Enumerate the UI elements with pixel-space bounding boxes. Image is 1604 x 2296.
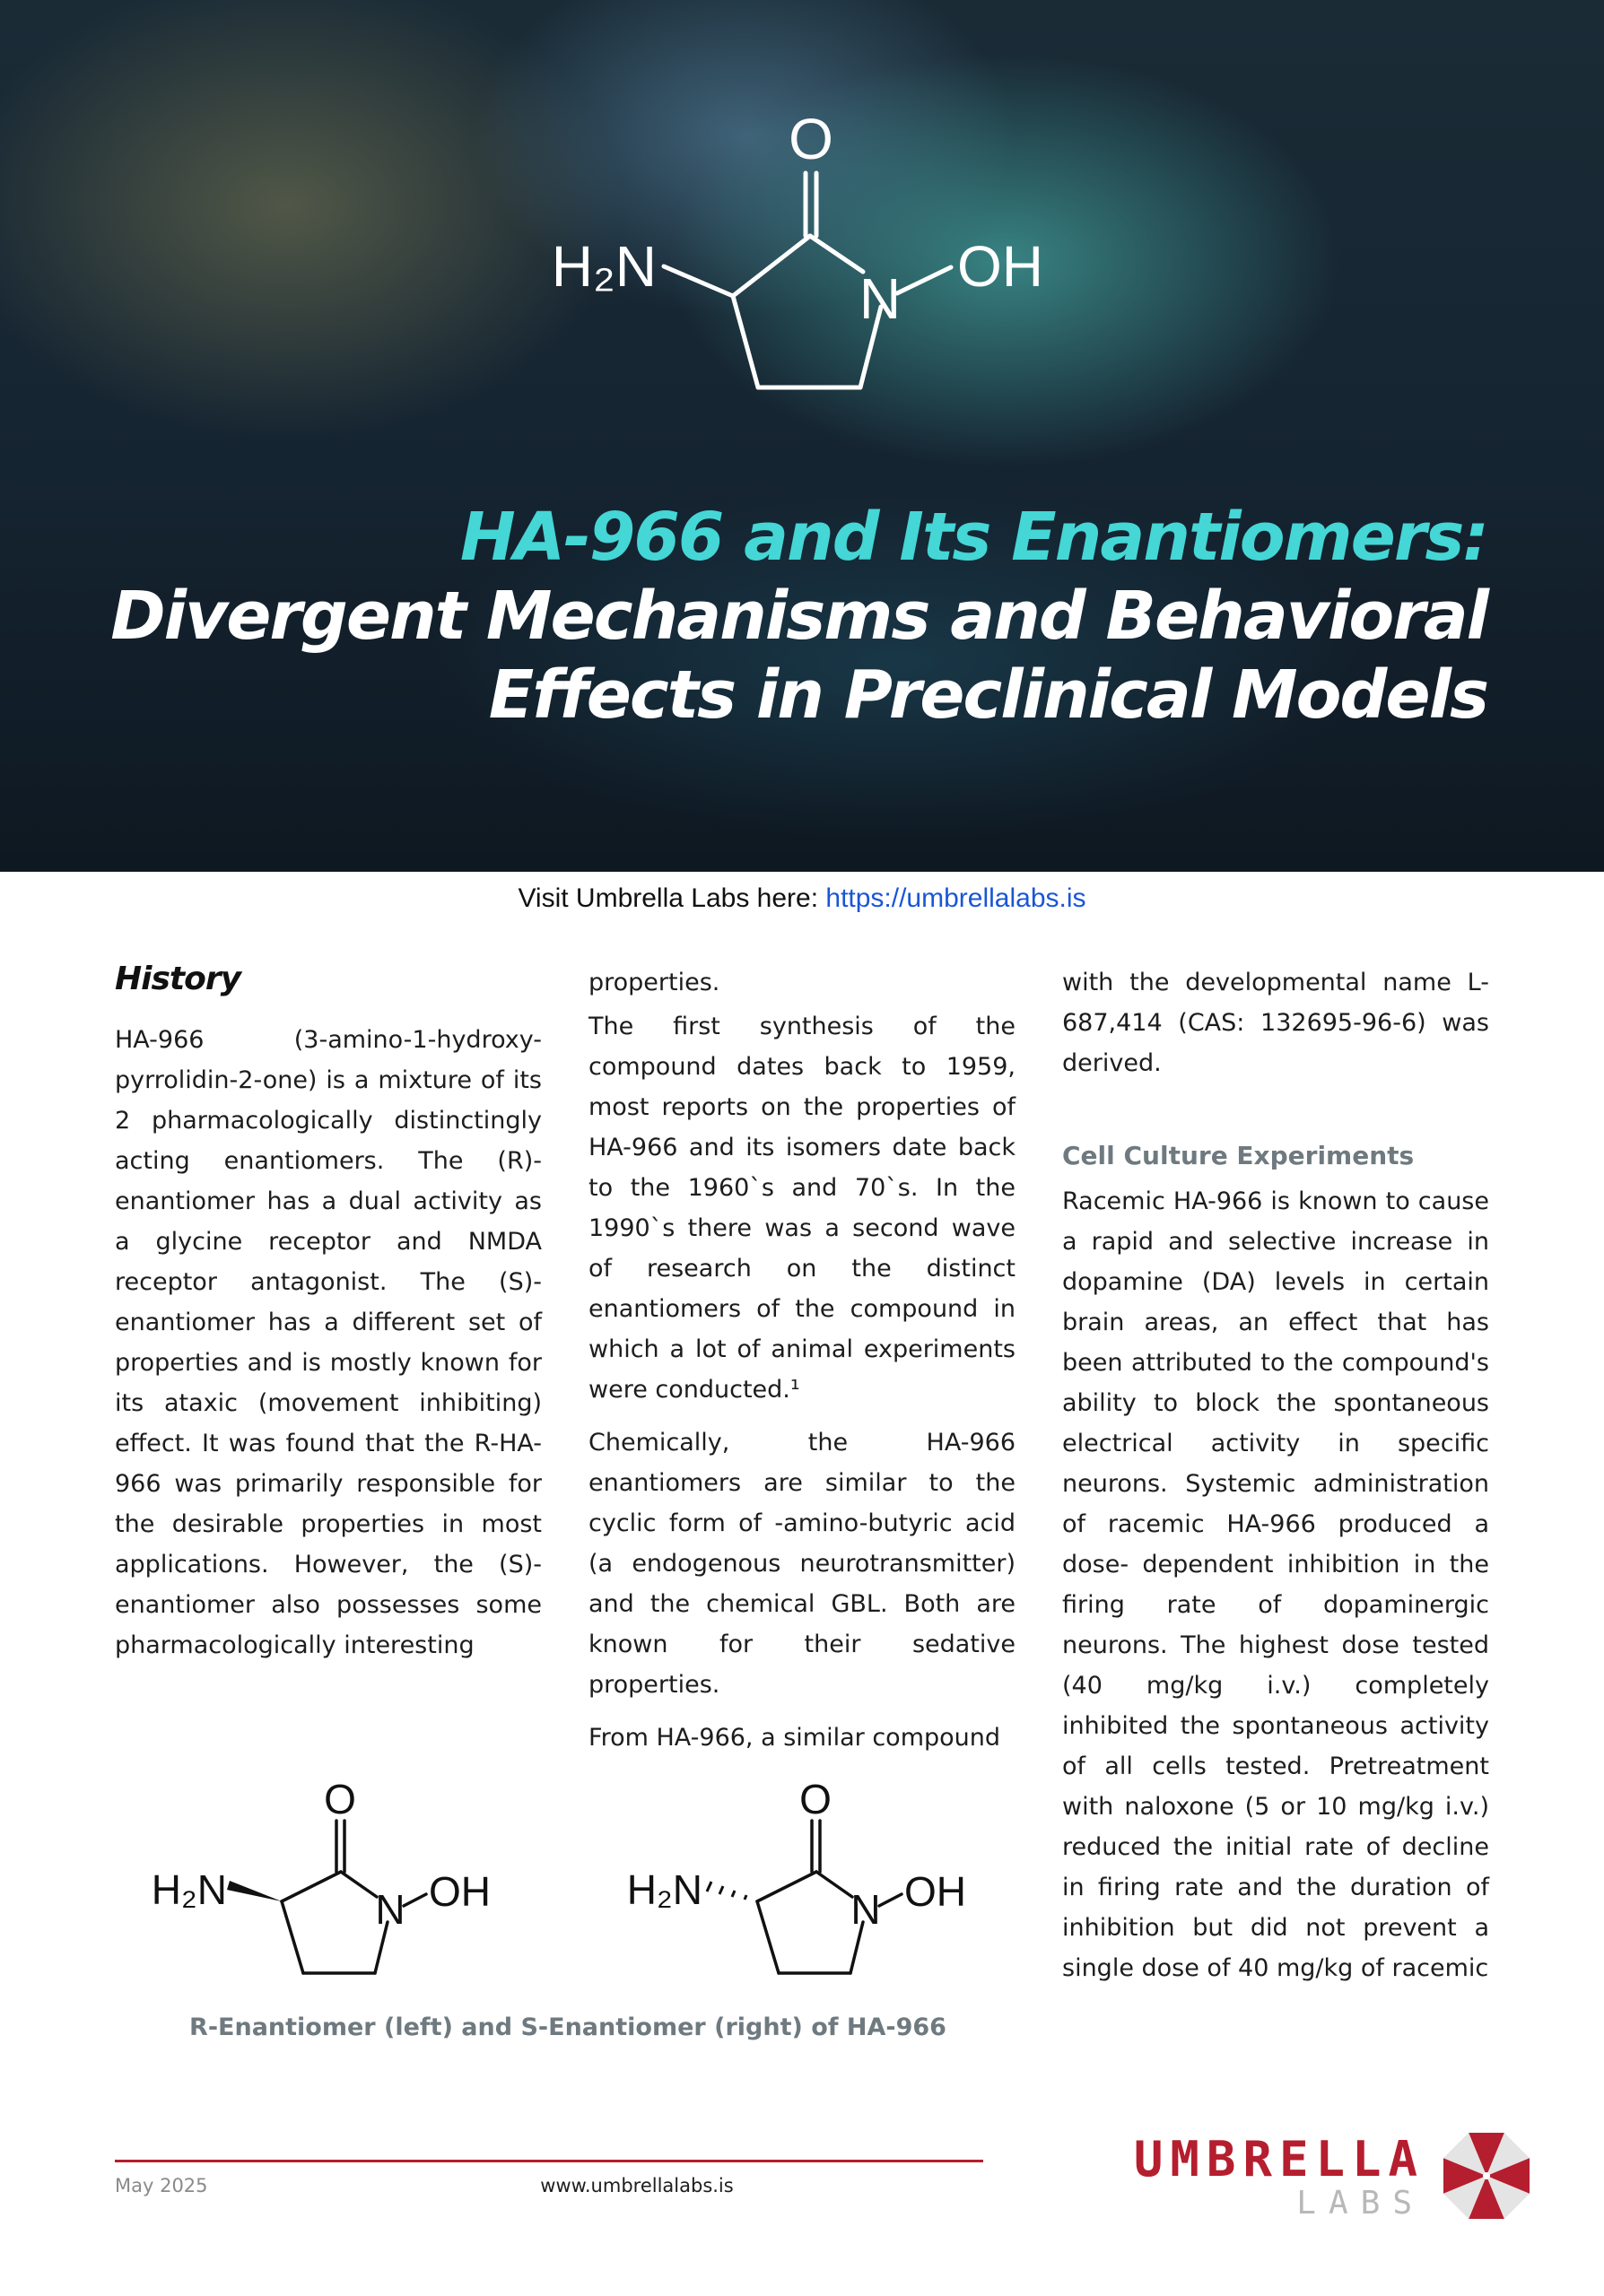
middle-paragraph-2: The first synthesis of the compound dates back to 1959, most reports on the properties of HA-966 and its isomers date back to the 1960`s and 70`s. In the 1990`s there was a second wave of research on the distinct enantiomers of the compound in which a lot of animal experiments were conducted.¹ bbox=[588, 1013, 1016, 1404]
r-oxygen-label: O bbox=[324, 1776, 356, 1822]
bond-c4-c3 bbox=[757, 1901, 779, 1973]
hero-oxygen-label: O bbox=[789, 107, 833, 171]
bond-c4-c3 bbox=[282, 1901, 303, 1973]
cell-culture-heading: Cell Culture Experiments bbox=[1062, 1141, 1415, 1170]
bond-c2-c3 bbox=[282, 1872, 341, 1901]
website-link[interactable]: https://umbrellalabs.is bbox=[825, 883, 1086, 913]
visit-prefix: Visit Umbrella Labs here: bbox=[518, 883, 826, 913]
brand-subtitle: LABS bbox=[1296, 2185, 1425, 2222]
hero-nitrogen-label: N bbox=[859, 266, 902, 331]
figure-caption: R-Enantiomer (left) and S-Enantiomer (right) of HA-966 bbox=[189, 2013, 946, 2041]
wedge-bond bbox=[227, 1881, 282, 1901]
s-hydroxyl-label: OH bbox=[904, 1868, 966, 1915]
bond-n-oh bbox=[404, 1894, 426, 1906]
footer-date: May 2025 bbox=[115, 2175, 208, 2196]
visit-line bbox=[0, 883, 1604, 914]
bond-amine bbox=[664, 266, 733, 296]
bond-n-oh bbox=[897, 267, 951, 293]
r-enantiomer-diagram bbox=[135, 1771, 529, 1987]
title-line-3: Effects in Preclinical Models bbox=[488, 657, 1487, 734]
hero-hydroxyl-label: OH bbox=[957, 234, 1043, 299]
umbrella-logo-icon bbox=[1440, 2129, 1533, 2222]
column-right bbox=[1062, 962, 1489, 1988]
r-hydroxyl-label: OH bbox=[429, 1868, 491, 1915]
right-paragraph-2: Racemic HA-966 is known to cause a rapid and selective increase in dopamine (DA) levels in certain brain areas, an effect that has been attributed to the compound's ability to block the spontaneous electrical activity in specific neurons. Systemic administration of racemic HA-966 produced a dose- dependent inhibition in the firing rate of dopaminergic neurons. The highest dose tested (40 mg/kg i.v.) completely inhibited the spontaneous activity of all cells tested. Pretreatment with naloxone (5 or 10 mg/kg i.v.) reduced the initial rate of decline in firing rate and the duration of inhibition but did not prevent a single dose of 40 mg/kg of racemic bbox=[1062, 1187, 1489, 1982]
bond-c4-c3 bbox=[733, 296, 758, 387]
s-enantiomer-diagram bbox=[610, 1771, 1005, 1987]
page-title bbox=[88, 498, 1487, 735]
s-oxygen-label: O bbox=[799, 1776, 832, 1822]
r-amine-label: H₂N bbox=[151, 1866, 227, 1913]
bond-c2-n bbox=[341, 1872, 377, 1897]
r-nitrogen-label: N bbox=[375, 1886, 405, 1933]
bond-c3-c2 bbox=[733, 236, 810, 296]
column-history bbox=[115, 957, 542, 1665]
brand-wordmark: UMBRELLA bbox=[1133, 2131, 1425, 2187]
bond-n-oh bbox=[879, 1894, 902, 1906]
hash-bond bbox=[707, 1882, 746, 1900]
footer-url[interactable]: www.umbrellalabs.is bbox=[540, 2175, 734, 2196]
middle-paragraph-3: Chemically, the HA-966 enantiomers are similar to the cyclic form of -amino-butyric acid (a endogenous neurotransmitter) and the chemical GBL. Both are known for their sedative properties. bbox=[588, 1429, 1016, 1699]
s-amine-label: H₂N bbox=[626, 1866, 702, 1913]
hero-molecule-diagram bbox=[529, 94, 1085, 417]
s-nitrogen-label: N bbox=[850, 1886, 881, 1933]
history-heading: History bbox=[115, 961, 241, 997]
middle-paragraph-1: properties. bbox=[588, 969, 720, 996]
hero-banner bbox=[0, 0, 1604, 872]
bond-c2-n bbox=[816, 1872, 852, 1897]
bond-c2-c3 bbox=[757, 1872, 816, 1901]
title-line-1: HA-966 and Its Enantiomers: bbox=[459, 499, 1487, 576]
footer-divider bbox=[115, 2160, 983, 2162]
hero-amine-label: H₂N bbox=[551, 234, 657, 299]
column-middle bbox=[588, 962, 1016, 1758]
right-paragraph-1: with the developmental name L-687,414 (CAS: 132695-96-6) was derived. bbox=[1062, 969, 1489, 1077]
title-line-2: Divergent Mechanisms and Behavioral bbox=[110, 578, 1487, 655]
history-paragraph: HA-966 (3-amino-1-hydroxy-pyrrolidin-2-one) is a mixture of its 2 pharmacologically distinctingly acting enantiomers. The (R)-enantiomer has a dual activity as a glycine receptor and NMDA receptor antagonist. The (S)-enantiomer has a different set of properties and is mostly known for its ataxic (movement inhibiting) effect. It was found that the R-HA-966 was primarily responsible for the desirable properties in most applications. However, the (S)-enantiomer also possesses some pharmacologically interesting bbox=[115, 1026, 542, 1659]
middle-paragraph-4: From HA-966, a similar compound bbox=[588, 1724, 1001, 1752]
bond-c2-n bbox=[810, 236, 863, 272]
